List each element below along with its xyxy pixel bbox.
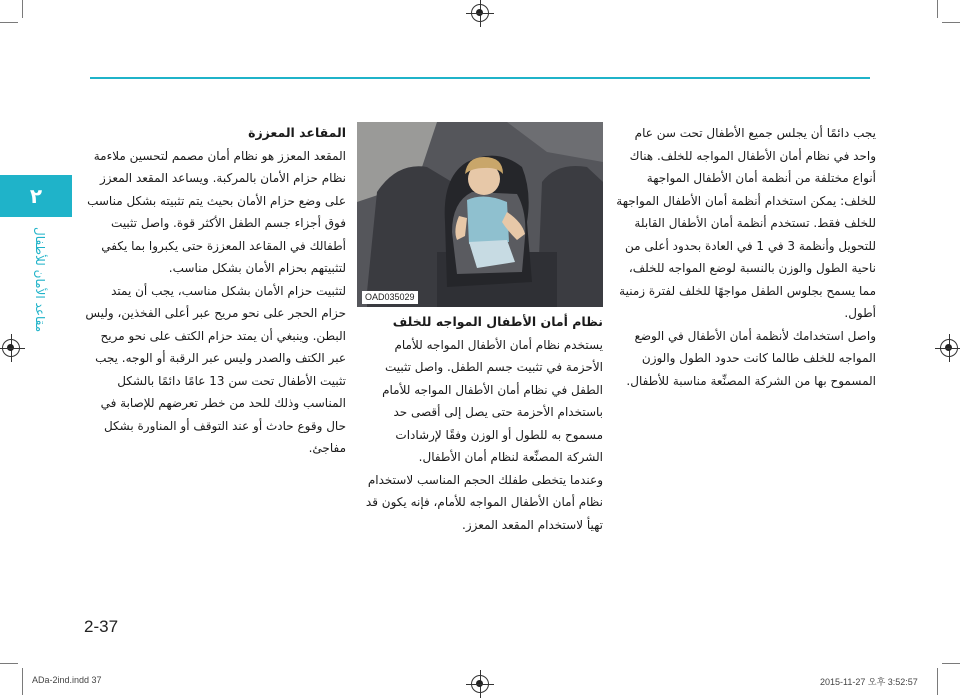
- registration-mark-icon: [940, 339, 958, 357]
- crop-mark: [937, 668, 938, 695]
- crop-mark: [22, 668, 23, 695]
- figure-code: OAD035029: [362, 291, 418, 304]
- middle-column: [357, 311, 603, 536]
- crop-mark: [22, 0, 23, 18]
- section-heading: نظام أمان الأطفال المواجه للخلف: [392, 314, 603, 329]
- paragraph: واصل استخدامك لأنظمة أمان الأطفال في الوضع المواجه للخلف طالما كانت حدود الطول والوزن المسموح بها من الشركة المصنِّعة مناسبة للأطفال.: [626, 328, 876, 388]
- page-number: 2-37: [84, 617, 119, 636]
- child-seat-photo: [357, 122, 603, 307]
- crop-mark: [0, 22, 18, 23]
- footer-timestamp: 2015-11-27 오후 3:52:57: [820, 677, 918, 687]
- crop-mark: [942, 22, 960, 23]
- chapter-number: ٢: [29, 184, 43, 208]
- paragraph: وعندما يتخطى طفلك الحجم المناسب لاستخدام نظام أمان الأطفال المواجه للأمام، فإنه يكون قد تهيأ لاستخدام المقعد المعزز.: [365, 472, 603, 532]
- section-heading: المقاعد المعززة: [248, 125, 346, 140]
- paragraph: لتثبيت حزام الأمان بشكل مناسب، يجب أن يمتد حزام الحجر على نحو مريح عبر أعلى الفخذين، وليس البطن. وينبغي أن يمتد حزام الكتف على نحو مريح عبر الكتف والصدر وليس عبر الرقبة أو الوجه. يجب تثبيت الأطفال تحت سن 13 عامًا دائمًا بالشكل المناسب وذلك للحد من خطر تعرضهم للإصابة في حال وقوع حادث أو عند التوقف أو المناورة بشكل مفاجئ.: [85, 283, 346, 455]
- registration-mark-icon: [471, 4, 489, 22]
- paragraph: المقعد المعزز هو نظام أمان مصمم لتحسين ملاءمة نظام حزام الأمان بالمركبة. ويساعد المقعد المعزز على وضع حزام الأمان بحيث يتم تثبيته بشكل مناسب فوق أجزاء جسم الطفل الأكثر قوة. واصل تثبيت أطفالك في المقاعد المعززة حتى يكبروا بما يكفي لتثبيتهم بحزام الأمان بشكل مناسب.: [87, 148, 346, 275]
- paragraph: يجب دائمًا أن يجلس جميع الأطفال تحت سن عام واحد في نظام أمان الأطفال المواجه للخلف. هناك أنواع مختلفة من أنظمة أمان الأطفال المواجهة للخلف: يمكن استخدام أنظمة أمان الأطفال المواجهة للخلف فقط. تستخدم أنظمة أمان الأطفال القابلة للتحويل وأنظمة 3 في 1 في العادة بحدود أعلى من ناحية الطول والوزن بالنسبة لوضع المواجه للخلف، مما يسمح بجلوس الطفل مواجهًا للخلف لفترة زمنية أطول.: [616, 126, 876, 320]
- header-rule: [90, 77, 870, 79]
- registration-mark-icon: [471, 675, 489, 693]
- crop-mark: [0, 663, 18, 664]
- crop-mark: [942, 663, 960, 664]
- right-column: [614, 122, 876, 392]
- paragraph: يستخدم نظام أمان الأطفال المواجه للأمام الأحزمة في تثبيت جسم الطفل. واصل تثبيت الطفل في نظام أمان الأطفال المواجه للأمام باستخدام الأحزمة حتى يصل إلى أقصى حد مسموح به للطول أو الوزن وفقًا لإرشادات الشركة المصنِّعة لنظام أمان الأطفال.: [382, 337, 603, 464]
- footer-file: ADa-2ind.indd 37: [32, 675, 102, 685]
- registration-mark-icon: [2, 339, 20, 357]
- chapter-label: مقاعد الأمان للأطفال: [33, 226, 47, 332]
- left-column: [84, 122, 346, 460]
- crop-mark: [937, 0, 938, 18]
